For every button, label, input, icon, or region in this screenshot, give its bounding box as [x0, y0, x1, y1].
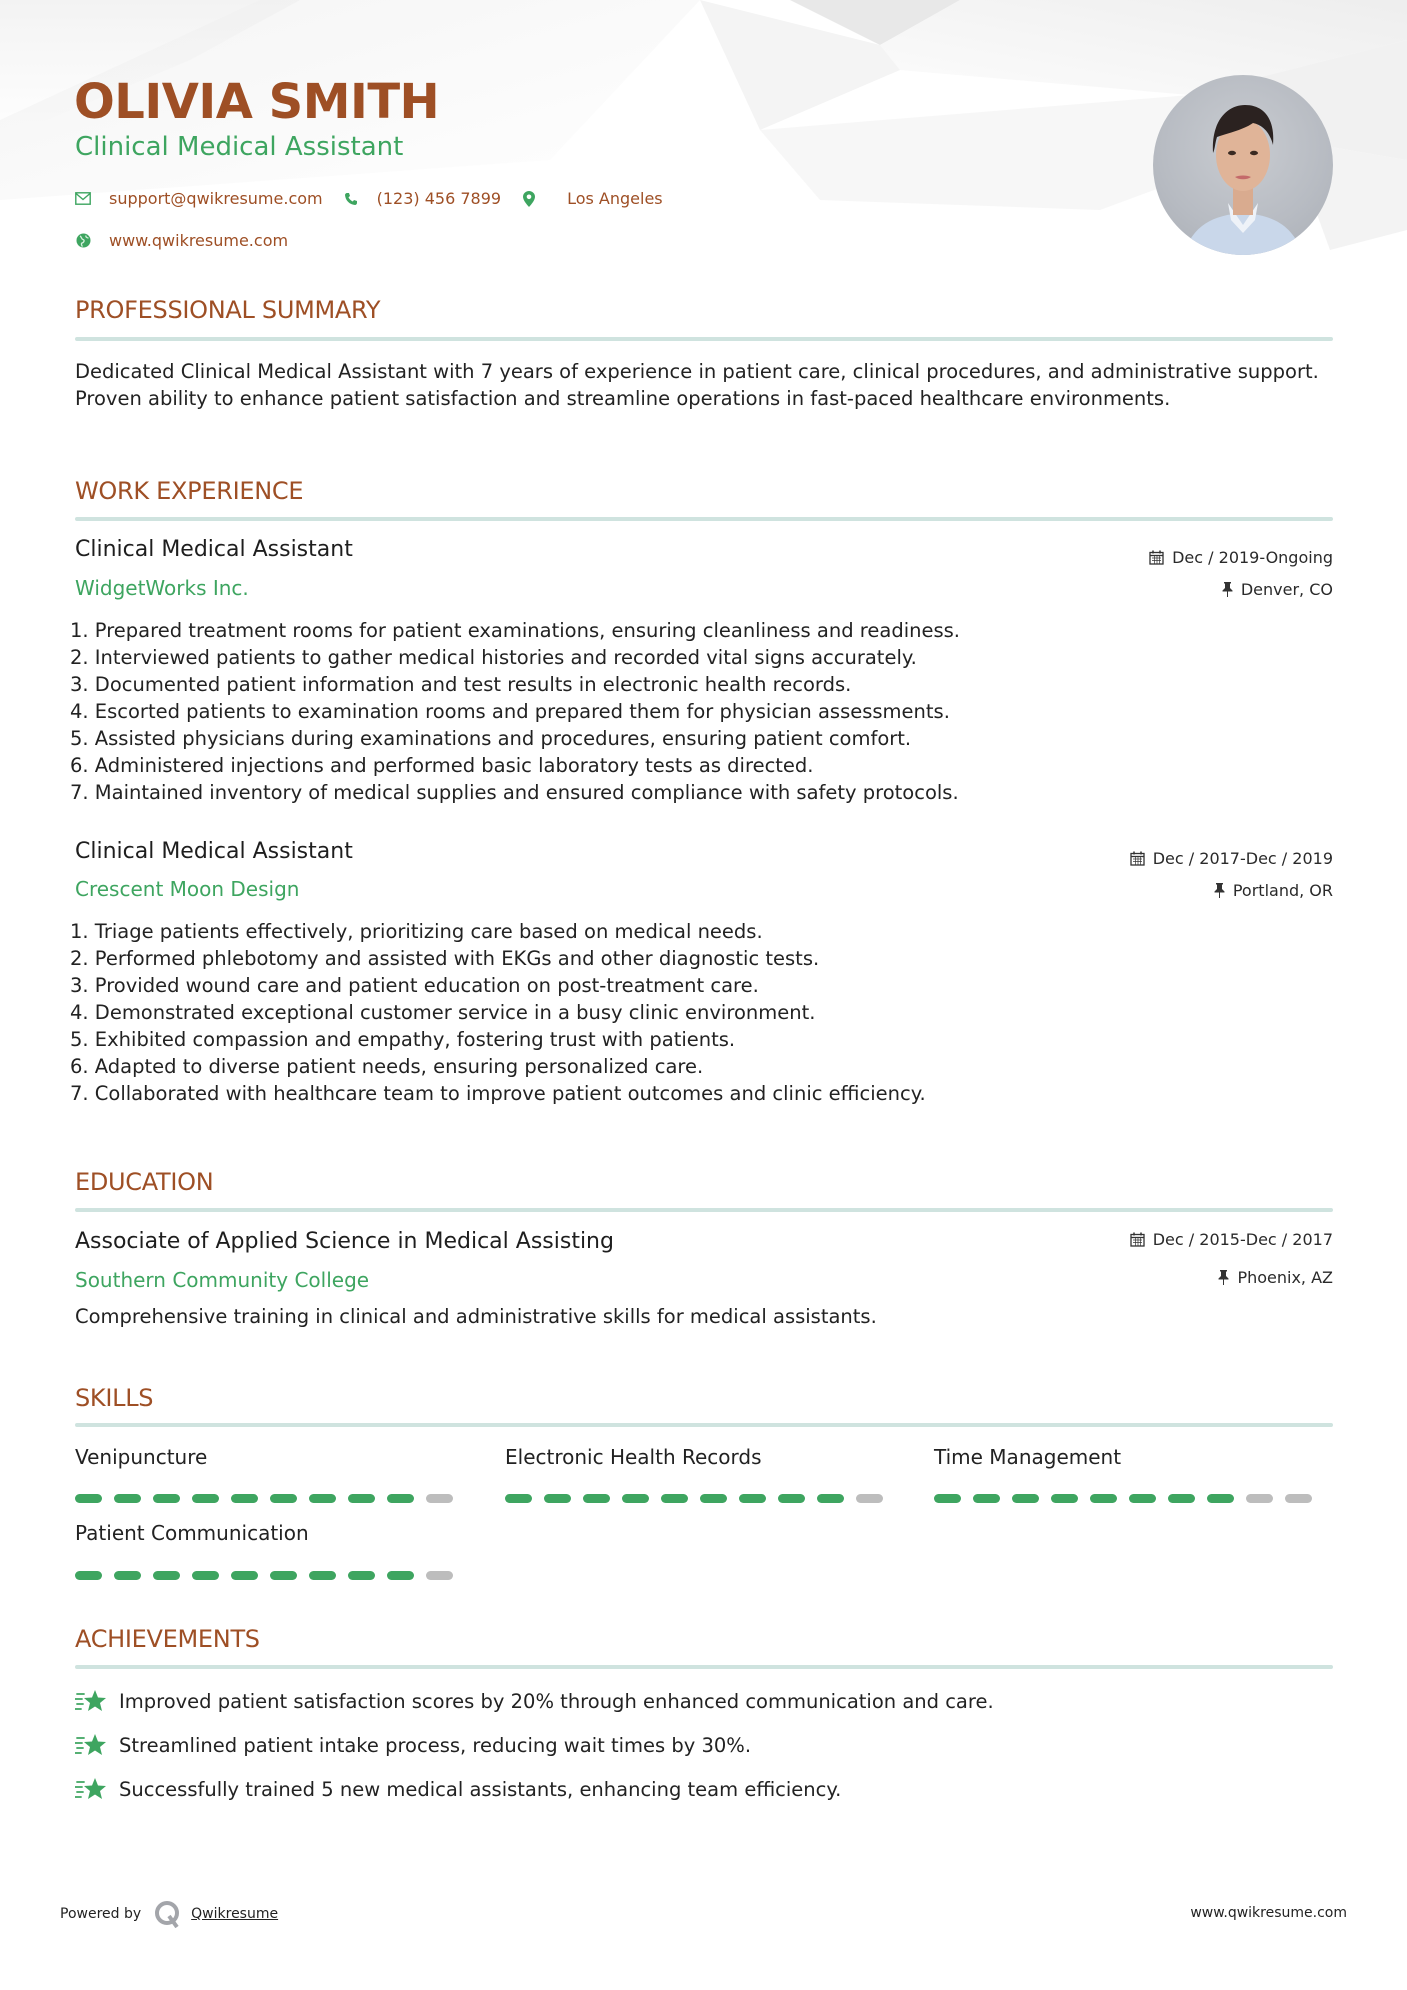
candidate-title: Clinical Medical Assistant	[75, 132, 404, 162]
job-location-text: Denver, CO	[1240, 580, 1333, 599]
achievement-item	[75, 1731, 751, 1759]
job-bullet: 6. Administered injections and performed basic laboratory tests as directed.	[70, 754, 814, 777]
job-dates	[1149, 548, 1333, 567]
skill-dash-filled	[192, 1571, 219, 1580]
job-dates-text: Dec / 2019-Ongoing	[1172, 548, 1333, 567]
skill-dash-filled	[1129, 1494, 1156, 1503]
education-degree: Associate of Applied Science in Medical Assisting	[75, 1229, 614, 1254]
profile-portrait-illustration	[1153, 75, 1333, 255]
job-bullet: 3. Provided wound care and patient education on post-treatment care.	[70, 974, 759, 997]
section-divider	[75, 1665, 1333, 1669]
skill-dash-filled	[934, 1494, 961, 1503]
map-marker-icon	[521, 191, 537, 207]
job-bullet: 2. Interviewed patients to gather medical histories and recorded vital signs accurately.	[70, 646, 917, 669]
education-school: Southern Community College	[75, 1268, 370, 1292]
envelope-icon	[75, 191, 91, 207]
footer-website[interactable]: www.qwikresume.com	[1190, 1905, 1347, 1921]
skill-dash-filled	[309, 1494, 336, 1503]
skill-dash-filled	[270, 1571, 297, 1580]
job-dates	[1130, 849, 1333, 868]
skill-dash-empty	[1285, 1494, 1312, 1503]
section-divider	[75, 337, 1333, 341]
skill-dash-filled	[348, 1494, 375, 1503]
skill-rating-bar	[505, 1494, 883, 1503]
skill-dash-filled	[309, 1571, 336, 1580]
phone-number[interactable]: (123) 456 7899	[376, 189, 502, 208]
profile-photo	[1153, 75, 1333, 255]
skill-dash-filled	[544, 1494, 571, 1503]
skill-dash-filled	[348, 1571, 375, 1580]
job-bullet: 7. Maintained inventory of medical supplies and ensured compliance with safety protocols.	[70, 781, 959, 804]
achievement-text: Streamlined patient intake process, reducing wait times by 30%.	[119, 1733, 752, 1757]
skill-name: Time Management	[934, 1445, 1122, 1469]
skill-dash-empty	[1246, 1494, 1273, 1503]
website-link[interactable]: www.qwikresume.com	[109, 231, 289, 250]
section-heading-education: EDUCATION	[75, 1168, 214, 1196]
skill-dash-filled	[387, 1494, 414, 1503]
skill-dash-filled	[1012, 1494, 1039, 1503]
globe-icon	[75, 233, 91, 249]
candidate-name: OLIVIA SMITH	[74, 74, 440, 130]
education-description: Comprehensive training in clinical and administrative skills for medical assistants.	[75, 1305, 877, 1328]
education-location-text: Phoenix, AZ	[1237, 1268, 1333, 1287]
skill-rating-bar	[75, 1494, 453, 1503]
skill-dash-filled	[75, 1494, 102, 1503]
job-bullet: 3. Documented patient information and test results in electronic health records.	[70, 673, 852, 696]
achievement-text: Successfully trained 5 new medical assistants, enhancing team efficiency.	[119, 1777, 842, 1801]
skill-dash-filled	[270, 1494, 297, 1503]
contact-row	[75, 189, 683, 208]
skill-dash-filled	[778, 1494, 805, 1503]
location-text: Los Angeles	[567, 189, 663, 208]
pushpin-icon	[1218, 1270, 1229, 1285]
shooting-star-icon	[75, 1775, 107, 1803]
email-link[interactable]: support@qwikresume.com	[109, 189, 323, 208]
pushpin-icon	[1222, 582, 1233, 597]
skill-dash-filled	[114, 1571, 141, 1580]
job-company: Crescent Moon Design	[75, 877, 300, 901]
skill-dash-empty	[856, 1494, 883, 1503]
achievement-item	[75, 1775, 841, 1803]
skill-dash-filled	[1207, 1494, 1234, 1503]
job-dates-text: Dec / 2017-Dec / 2019	[1152, 849, 1333, 868]
education-dates	[1130, 1230, 1333, 1249]
calendar-icon	[1149, 550, 1164, 565]
job-location-text: Portland, OR	[1232, 881, 1333, 900]
job-bullet-list	[70, 617, 960, 806]
skill-dash-filled	[153, 1494, 180, 1503]
skill-name: Venipuncture	[75, 1445, 208, 1469]
job-bullet: 4. Escorted patients to examination rooms and prepared them for physician assessments.	[70, 700, 950, 723]
summary-text: Dedicated Clinical Medical Assistant with 7 years of experience in patient care, clinical procedures, and administrative support. Proven ability to enhance patient satisfaction and streamline operations in fast-paced healthcare environments.	[75, 360, 1319, 410]
education-location	[1218, 1268, 1333, 1287]
job-bullet-list	[70, 918, 926, 1107]
skill-dash-filled	[231, 1571, 258, 1580]
job-location	[1214, 881, 1333, 900]
job-bullet: 1. Prepared treatment rooms for patient examinations, ensuring cleanliness and readiness.	[70, 619, 960, 642]
skill-rating-bar	[934, 1494, 1312, 1503]
skill-name: Electronic Health Records	[505, 1445, 762, 1469]
skill-dash-filled	[622, 1494, 649, 1503]
shooting-star-icon	[75, 1687, 107, 1715]
section-heading-experience: WORK EXPERIENCE	[75, 477, 304, 505]
skill-dash-filled	[505, 1494, 532, 1503]
skill-dash-filled	[1168, 1494, 1195, 1503]
job-bullet: 5. Assisted physicians during examinations and procedures, ensuring patient comfort.	[70, 727, 912, 750]
footer-powered-by	[60, 1900, 278, 1928]
skill-dash-filled	[192, 1494, 219, 1503]
skill-dash-filled	[817, 1494, 844, 1503]
skill-dash-empty	[426, 1494, 453, 1503]
job-bullet: 5. Exhibited compassion and empathy, fostering trust with patients.	[70, 1028, 736, 1051]
job-bullet: 1. Triage patients effectively, prioritizing care based on medical needs.	[70, 920, 763, 943]
section-divider	[75, 1423, 1333, 1427]
section-heading-skills: SKILLS	[75, 1384, 154, 1412]
section-heading-achievements: ACHIEVEMENTS	[75, 1625, 260, 1653]
skill-dash-filled	[973, 1494, 1000, 1503]
qwikresume-link[interactable]: Qwikresume	[191, 1906, 279, 1922]
job-location	[1222, 580, 1333, 599]
section-divider	[75, 517, 1333, 521]
skill-dash-empty	[426, 1571, 453, 1580]
skill-dash-filled	[700, 1494, 727, 1503]
job-bullet: 4. Demonstrated exceptional customer service in a busy clinic environment.	[70, 1001, 816, 1024]
phone-icon	[343, 191, 359, 207]
job-bullet: 2. Performed phlebotomy and assisted with EKGs and other diagnostic tests.	[70, 947, 820, 970]
skill-dash-filled	[739, 1494, 766, 1503]
calendar-icon	[1130, 1232, 1145, 1247]
skill-dash-filled	[153, 1571, 180, 1580]
skill-dash-filled	[1090, 1494, 1117, 1503]
job-bullet: 6. Adapted to diverse patient needs, ensuring personalized care.	[70, 1055, 704, 1078]
shooting-star-icon	[75, 1731, 107, 1759]
skill-dash-filled	[387, 1571, 414, 1580]
powered-by-label: Powered by	[60, 1906, 142, 1922]
achievement-item	[75, 1687, 994, 1715]
pushpin-icon	[1214, 883, 1225, 898]
skill-dash-filled	[583, 1494, 610, 1503]
section-heading-summary: PROFESSIONAL SUMMARY	[75, 296, 381, 324]
skill-dash-filled	[661, 1494, 688, 1503]
website-row	[75, 231, 308, 250]
job-title: Clinical Medical Assistant	[75, 537, 353, 562]
skill-dash-filled	[75, 1571, 102, 1580]
job-company: WidgetWorks Inc.	[75, 576, 249, 600]
skill-dash-filled	[114, 1494, 141, 1503]
job-title: Clinical Medical Assistant	[75, 839, 353, 864]
achievement-text: Improved patient satisfaction scores by 20% through enhanced communication and care.	[119, 1689, 994, 1713]
calendar-icon	[1130, 851, 1145, 866]
skill-name: Patient Communication	[75, 1521, 309, 1545]
qwikresume-logo-icon	[155, 1900, 181, 1928]
section-divider	[75, 1208, 1333, 1212]
skill-dash-filled	[1051, 1494, 1078, 1503]
skill-rating-bar	[75, 1571, 453, 1580]
job-bullet: 7. Collaborated with healthcare team to improve patient outcomes and clinic efficiency.	[70, 1082, 926, 1105]
education-dates-text: Dec / 2015-Dec / 2017	[1152, 1230, 1333, 1249]
skill-dash-filled	[231, 1494, 258, 1503]
